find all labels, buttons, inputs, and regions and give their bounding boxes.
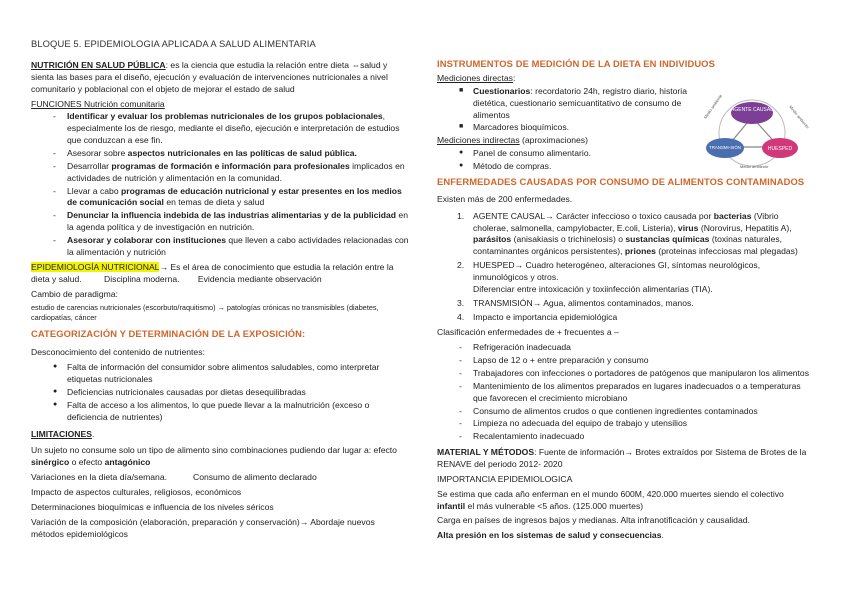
ring-label-top-right: Medio ambiente [788, 104, 811, 130]
funcion-bold: Identificar y evaluar los problemas nutricionales de los grupos poblacionales [67, 111, 383, 122]
ring-label-top-left: Medio ambiente [702, 93, 724, 120]
page-title: BLOQUE 5. EPIDEMIOLOGIA APLICADA A SALUD ALIMENTARIA [31, 38, 316, 49]
limitacion-5: Variación de la composición (elaboración, preparación y conservación)→ Abordaje nuevos métodos epidemiológicos [31, 516, 375, 539]
cambio-label: Cambio de paradigma: [31, 289, 118, 300]
importancia-bold: Alta presión en los sistemas de salud y consecuencias [437, 530, 662, 541]
funcion-bold: Asesorar y colaborar con instituciones [67, 235, 227, 246]
lim-bold: sinérgico [31, 457, 70, 468]
limitacion-2 [31, 472, 409, 484]
item-text: TRANSMISIÓN→ Agua, alimentos contaminados, manos. [473, 297, 694, 308]
item-text: Impacto e importancia epidemiológica [473, 311, 618, 322]
list-item [437, 298, 809, 310]
list-item [31, 235, 409, 259]
list-item [31, 186, 409, 210]
importancia-heading: IMPORTANCIA EPIDEMIOLOGICA [437, 473, 573, 484]
list-item [437, 86, 699, 122]
importancia-text: el más vulnerable <5 años. (125.000 muertes) [465, 500, 644, 511]
item-bold: priones [624, 246, 656, 257]
indirectas-label: Mediciones indirectas [437, 135, 520, 146]
item-bold: parásitos [473, 234, 512, 245]
list-item: ● Falta de información del consumidor sobre alimentos saludables, como interpretar etiquetas nutricionales [31, 362, 409, 386]
funcion-text: implicados en actividades de nutrición y alimentación en la comunidad. [67, 160, 405, 183]
clasificacion-label: Clasificación enfermedades de + frecuentes a – [437, 327, 619, 338]
agent-label: AGENTE CAUSAL [731, 107, 773, 113]
limitacion-1 [31, 445, 409, 469]
funcion-bold: aspectos nutricionales en las políticas de salud pública. [127, 148, 357, 159]
lim-text: o efecto [69, 457, 105, 468]
funciones-title: FUNCIONES Nutrición comunitaria [31, 98, 165, 109]
epi-definition: → Es el área de conocimiento que estudia la relación entre la dieta y salud. [31, 261, 394, 284]
causas-list [437, 211, 809, 324]
item-number: 4. [457, 311, 465, 322]
item-text: Marcadores bioquímicos. [473, 122, 570, 133]
desconocimiento-label: Desconocimiento del contenido de nutrientes: [31, 347, 205, 358]
epi-item-3: Evidencia mediante observación [197, 273, 322, 284]
nutricion-paragraph [31, 60, 409, 96]
epi-term: EPIDEMIOLOGÍA NUTRICIONAL [31, 261, 160, 272]
funcion-pre: Llevar a cabo [67, 185, 121, 196]
list-item: - Mantenimiento de los alimentos preparados en lugares inadecuados o a temperaturas que favorecen el crecimiento microbiano [437, 381, 809, 405]
list-item [31, 111, 409, 147]
nutricion-definition: : es la ciencia que estudia la relación entre dieta ⇔salud y sienta las bases para el diseño, ejecución y evaluación de intervenciones nutricionales a nivel comunitario y poblacional con el objeto de mejorar el estado de salud [31, 60, 388, 94]
lim-bold: antagónico [104, 457, 151, 468]
item-number: 1. [457, 210, 465, 221]
material-text: : Fuente de información→ Brotes extraídos por Sistema de Brotes de la RENAVE del periodo 2012- 2020 [437, 447, 807, 469]
item-text: (Norovirus, Hepatitis A), [698, 222, 792, 233]
importancia-text: . [661, 530, 664, 541]
item-text: (toxinas naturales, contaminantes orgánicos persistentes), [473, 234, 783, 257]
list-item: - Limpieza no adecuada del equipo de trabajo y utensilios [437, 418, 809, 430]
item-number: 2. [457, 260, 465, 271]
funcion-text: en temas de dieta y salud [163, 197, 265, 208]
host-label: HUESPED [767, 146, 793, 152]
funcion-bold: Denunciar la influencia indebida de las industrias alimentarias y de la publicidad [67, 210, 397, 221]
list-item [437, 211, 809, 258]
list-item [31, 210, 409, 234]
list-item: ● Deficiencias nutricionales causadas por dietas desequilibradas [31, 387, 409, 399]
limitaciones-heading: LIMITACIONES [31, 428, 92, 439]
limitaciones-heading-row: LIMITACIONES. [31, 428, 95, 439]
enfermedades-heading: ENFERMEDADES CAUSADAS POR CONSUMO DE ALIMENTOS CONTAMINADOS [437, 175, 805, 187]
funcion-text: , especialmente los de riesgo, mediante el diseño, ejecución e interpretación de estudios que conduzcan a ese fin. [67, 111, 400, 146]
funcion-pre: Desarrollar [67, 160, 112, 171]
limitacion-4: Determinaciones bioquímicas e influencia de los niveles séricos [31, 501, 274, 512]
funcion-pre: Asesorar sobre [67, 148, 128, 159]
cambio-detail: estudio de carencias nutricionales (escorbuto/raquitismo) → patologías crónicas no transmisibles (diabetes, cardiopatías, cáncer [31, 303, 379, 323]
epi-item-2: Disciplina moderna. [104, 273, 180, 284]
item-number: 3. [457, 297, 465, 308]
funcion-text: que lleven a cabo actividades relacionadas con la alimentación y nutrición [67, 235, 409, 257]
directas-label-row: Mediciones directas: [437, 72, 516, 83]
list-item: - Trabajadores con infecciones o portadores de patógenos que manipularon los alimentos [437, 368, 809, 380]
importancia-bold: infantil [437, 500, 466, 511]
list-item: ● Panel de consumo alimentario. [437, 148, 809, 160]
item-bold: virus [677, 222, 699, 233]
transmission-label: TRANSMI-SIÓN [709, 145, 741, 150]
existen-text: Existen más de 200 enfermedades. [437, 193, 573, 204]
importancia-paragraph-1 [437, 489, 809, 513]
lim-text: Variaciones en la dieta día/semana. [31, 472, 167, 483]
item-text: AGENTE CAUSAL→ Carácter infeccioso o toxico causada por [473, 210, 714, 221]
limitacion-3: Impacto de aspectos culturales, religiosos, económicos [31, 487, 242, 498]
directas-label: Mediciones directas [437, 72, 513, 83]
list-item [437, 122, 699, 134]
funcion-bold: programas de formación e información para profesionales [111, 160, 350, 171]
desconocimiento-list [31, 362, 409, 423]
funcion-bold: programas de educación nutricional y estar presentes en los medios de comunicación social [67, 185, 402, 208]
item-bold: sustancias químicas [625, 234, 710, 245]
list-item [31, 148, 409, 160]
list-item: - Recalentamiento inadecuado [437, 431, 809, 443]
importancia-paragraph-2: Carga en países de ingresos bajos y medianas. Alta infranotificación y causalidad. [437, 515, 750, 526]
item-text: (anisakiasis o trichinelosis) o [511, 234, 626, 245]
lim-text: Consumo de alimento declarado [193, 472, 317, 483]
item-bold: bacterias [713, 210, 752, 221]
importancia-text: Se estima que cada año enferman en el mundo 600M, 420.000 muertes siendo el colectivo [437, 488, 784, 499]
categorizacion-heading: CATEGORIZACIÓN Y DETERMINACIÓN DE LA EXPOSICIÓN: [31, 328, 306, 340]
item-bold: Cuestionarios [473, 85, 531, 96]
epidemiological-triad-diagram [697, 93, 811, 169]
list-item: - Consumo de alimentos crudos o que contienen ingredientes contaminados [437, 406, 809, 418]
lim-text: Un sujeto no consume solo un tipo de alimento sino combinaciones pudiendo dar lugar a: efecto [31, 445, 397, 456]
funciones-list [31, 111, 409, 258]
agent-node [731, 102, 773, 124]
list-item: - Refrigeración inadecuada [437, 342, 809, 354]
list-item: ● Falta de acceso a los alimentos, lo que puede llevar a la malnutrición (exceso o deficiencia de nutrientes) [31, 400, 409, 424]
ring-label-bottom: Medio ambiente [740, 164, 769, 169]
item-text: HUESPED→ Cuadro heterogéneo, alteraciones GI, síntomas neurológicos, inmunológicos y otros. [473, 260, 761, 282]
item-text: (Vibrio cholerae, salmonella, campylobacter, E.coli, Listeria), [473, 210, 779, 233]
material-paragraph [437, 447, 809, 471]
item-text: (proteinas infecciosas mal plegadas) [655, 246, 798, 257]
directas-list [437, 86, 699, 134]
epi-paragraph [31, 262, 409, 286]
list-item [437, 260, 809, 296]
material-heading: MATERIAL Y MÉTODOS [437, 447, 535, 458]
nutricion-term: NUTRICIÓN EN SALUD PÚBLICA [31, 60, 166, 70]
clasificacion-list [437, 342, 809, 443]
left-column [31, 60, 409, 543]
funcion-text: en la agenda política y de investigación en nutrición. [67, 210, 408, 233]
indirectas-suffix: (aproximaciones) [519, 135, 588, 146]
list-item: - Lapso de 12 o + entre preparación y consumo [437, 355, 809, 367]
item-text: : recordatorio 24h, registro diario, historia dietética, cuestionario semicuantitativo de consumo de alimentos [473, 85, 687, 120]
list-item: ● Método de compras. [437, 161, 809, 173]
importancia-paragraph-3 [437, 530, 809, 542]
list-item [437, 312, 809, 324]
list-item [31, 161, 409, 185]
item-text: Diferenciar entre intoxicación y toxiinfección alimentarias (TIA). [473, 283, 713, 294]
instrumentos-heading: INSTRUMENTOS DE MEDICIÓN DE LA DIETA EN INDIVIDUOS [437, 58, 715, 69]
